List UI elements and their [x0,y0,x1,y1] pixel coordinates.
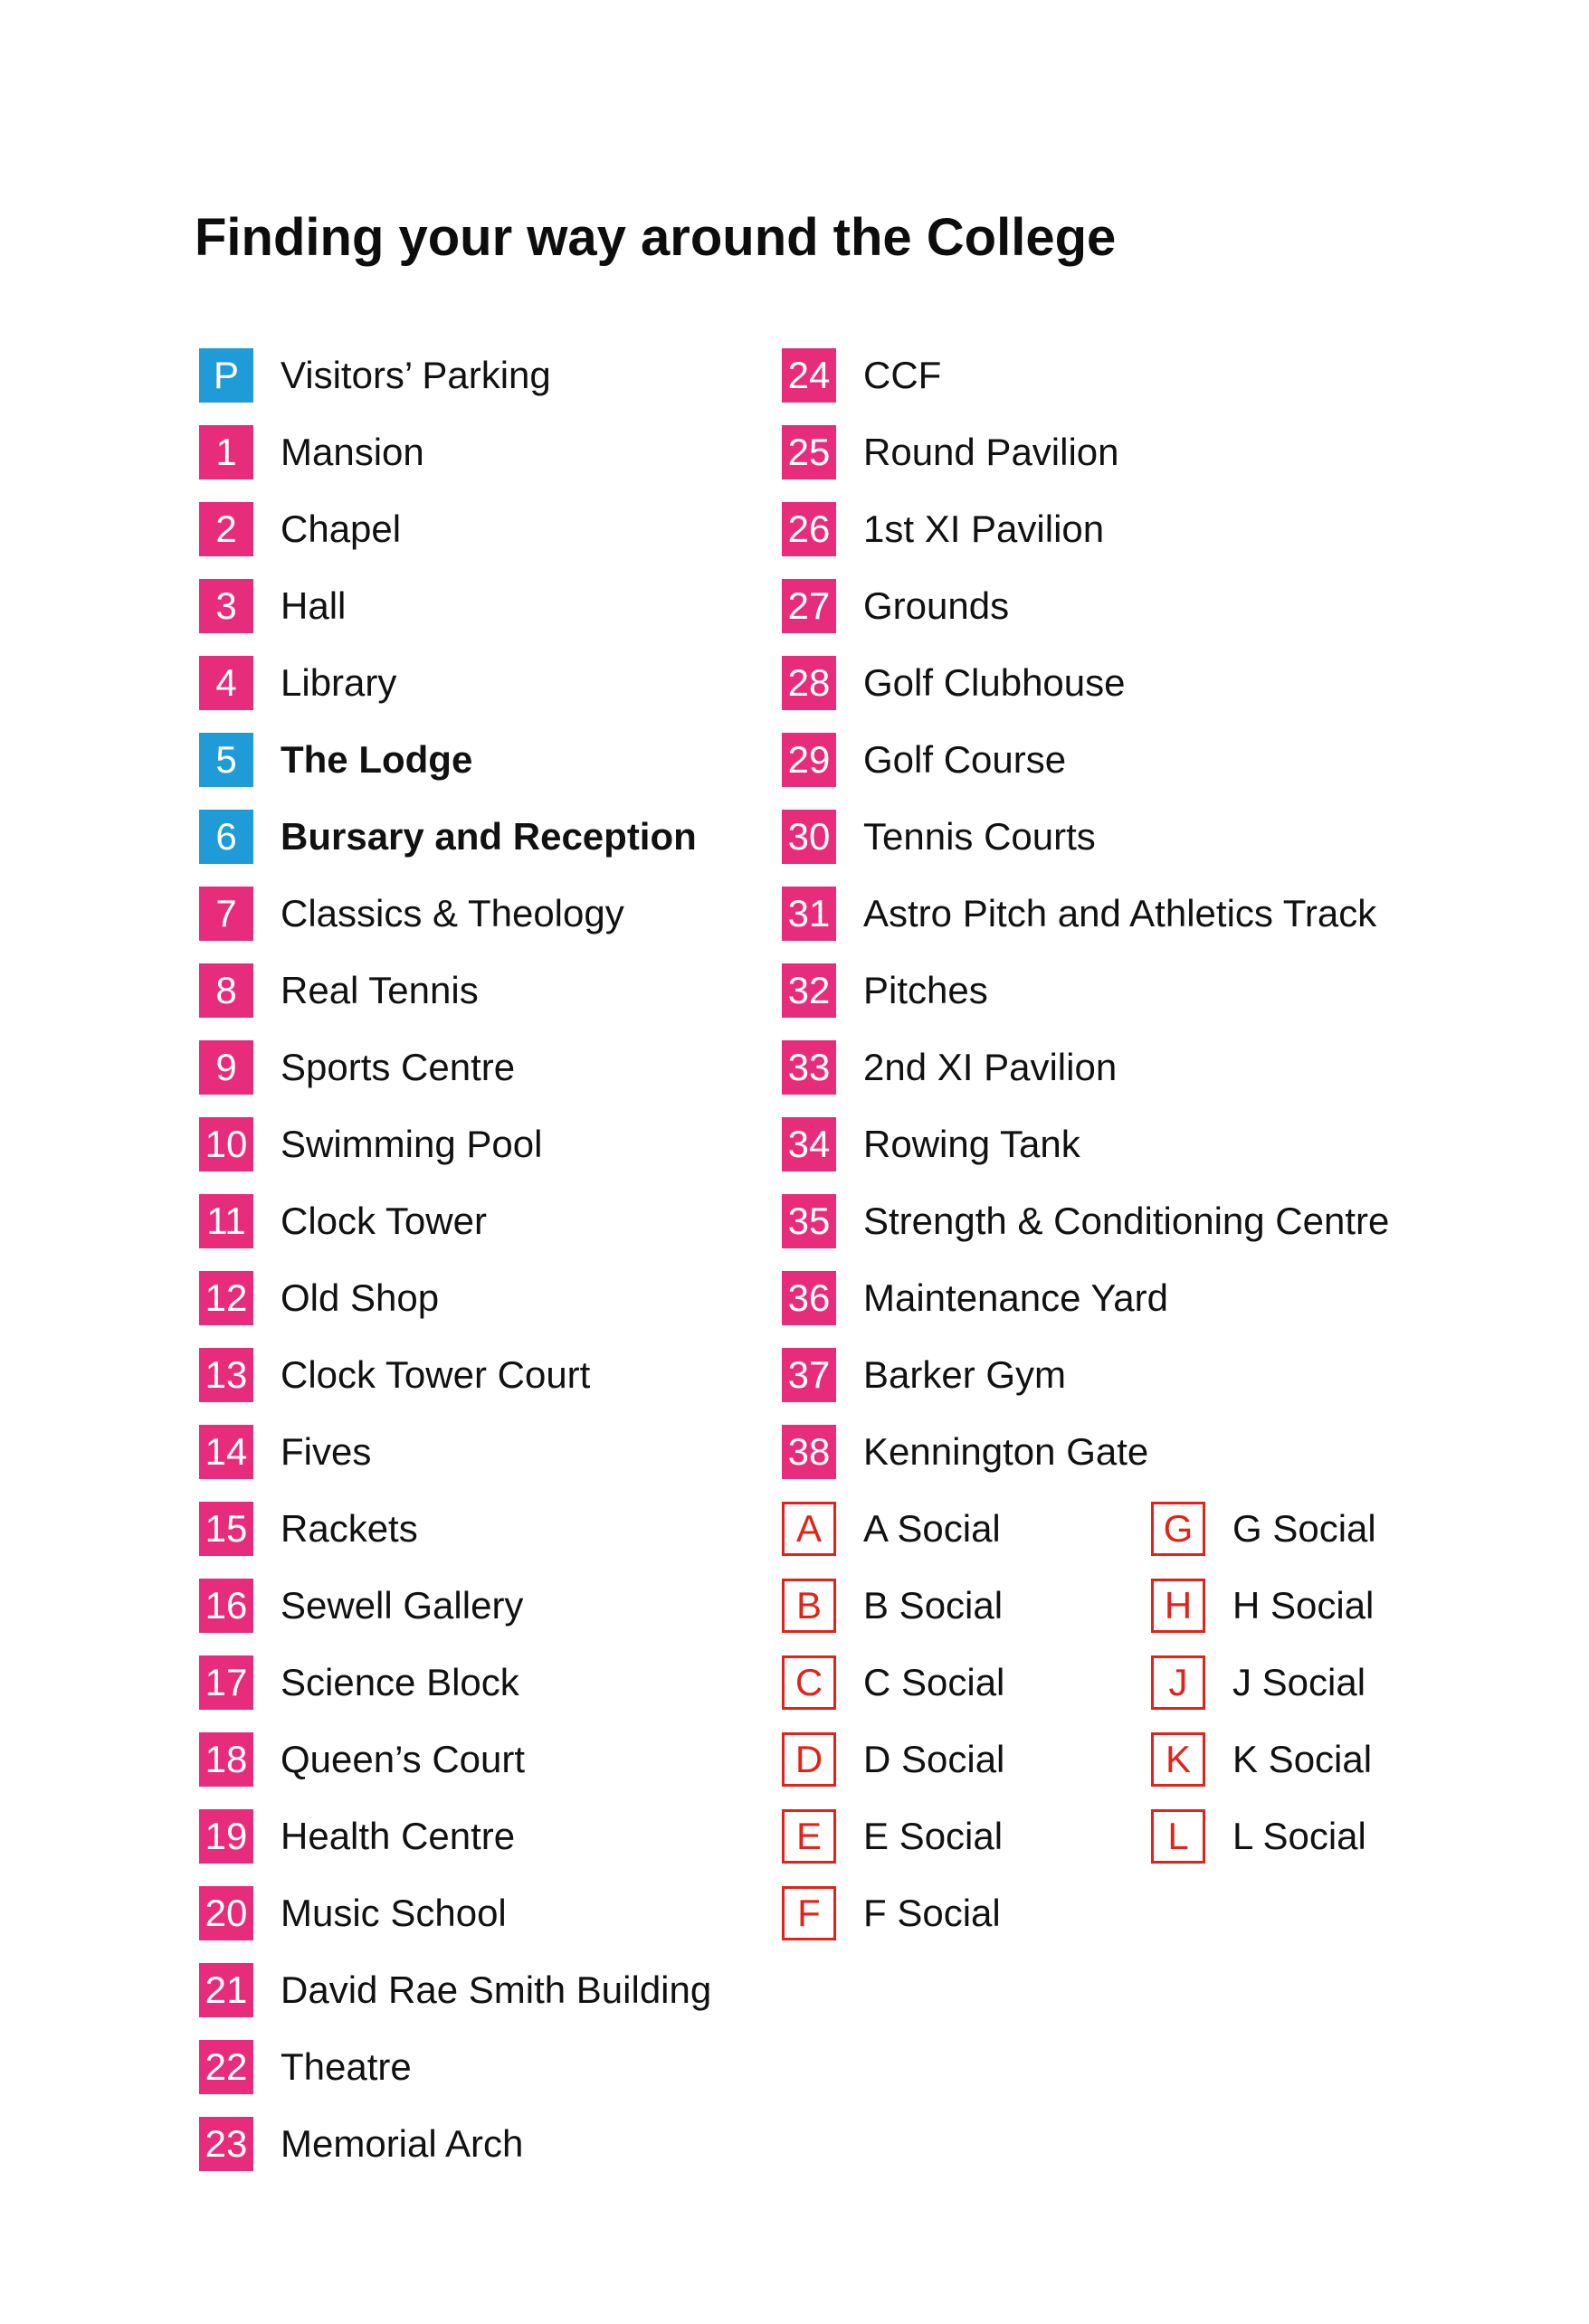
legend-marker: 14 [199,1425,253,1479]
legend-column-right [1151,1490,1376,1874]
legend-entry [782,490,1389,567]
legend-label: Library [281,660,397,704]
legend-label: Sports Centre [281,1045,516,1088]
legend-label: Round Pavilion [863,430,1119,473]
legend-label: The Lodge [281,737,473,781]
legend-marker: K [1151,1732,1205,1787]
legend-entry [199,1567,711,1644]
legend-label: Kennington Gate [863,1429,1149,1473]
legend-label: Clock Tower [281,1199,487,1242]
legend-entry [199,337,711,413]
legend-label: E Social [863,1814,1004,1857]
legend-marker: A [782,1502,836,1556]
legend-marker: 2 [199,502,253,556]
legend-marker: 28 [782,656,836,710]
legend-marker: 13 [199,1348,253,1402]
legend-entry [782,721,1389,798]
legend-entry [199,644,711,721]
legend-entry [199,1259,711,1336]
legend-marker: 5 [199,733,253,787]
legend-entry [782,1029,1389,1105]
legend-label: Bursary and Reception [281,814,697,858]
legend-label: Strength & Conditioning Centre [863,1199,1390,1242]
legend-entry [782,1259,1389,1336]
legend-label: Barker Gym [863,1352,1067,1396]
legend-label: Maintenance Yard [863,1276,1169,1319]
legend-entry [199,1951,711,2028]
legend-label: Old Shop [281,1276,440,1319]
legend-marker: 7 [199,887,253,941]
legend-label: Astro Pitch and Athletics Track [863,891,1377,934]
legend-marker: F [782,1886,836,1940]
legend-label: Chapel [281,507,402,550]
legend-label: 2nd XI Pavilion [863,1045,1118,1088]
legend-label: Memorial Arch [281,2121,524,2165]
legend-label: Golf Course [863,737,1067,781]
legend-marker: G [1151,1502,1205,1556]
legend-entry [199,413,711,490]
legend-marker: 16 [199,1579,253,1633]
legend-label: J Social [1232,1660,1366,1703]
legend-marker: 1 [199,425,253,479]
legend-entry [199,567,711,644]
legend-marker: 19 [199,1809,253,1864]
legend-marker: 25 [782,425,836,479]
legend-marker: 10 [199,1117,253,1171]
legend-entry [782,1874,1389,1951]
legend-marker: 26 [782,502,836,556]
legend-column-left [199,337,711,2182]
legend-marker: L [1151,1809,1205,1864]
legend-entry [1151,1490,1376,1567]
legend-entry [1151,1567,1376,1644]
legend-marker: 15 [199,1502,253,1556]
legend-entry [199,1182,711,1259]
legend-marker: H [1151,1579,1205,1633]
legend-entry [199,952,711,1029]
legend-marker: 3 [199,579,253,633]
legend-entry [782,1105,1389,1182]
legend-entry [199,798,711,875]
legend-marker: D [782,1732,836,1787]
legend-entry [782,1336,1389,1413]
legend-marker: 6 [199,810,253,864]
legend-label: Golf Clubhouse [863,660,1126,704]
legend-label: Clock Tower Court [281,1352,591,1396]
legend-marker: 12 [199,1271,253,1325]
legend-entry [199,1413,711,1490]
legend-entry [199,1721,711,1798]
legend-entry [782,1413,1389,1490]
legend-entry [199,1874,711,1951]
legend-marker: 31 [782,887,836,941]
legend-marker: 8 [199,963,253,1018]
legend-entry [199,490,711,567]
legend-label: 1st XI Pavilion [863,507,1105,550]
legend-marker: B [782,1579,836,1633]
legend-label: David Rae Smith Building [281,1968,712,2011]
legend-entry [199,875,711,952]
legend-label: Real Tennis [281,968,479,1011]
page-title: Finding your way around the College [195,208,1117,267]
legend-marker: 33 [782,1040,836,1095]
legend-marker: 11 [199,1194,253,1248]
legend-marker: P [199,348,253,403]
legend-label: G Social [1232,1506,1376,1550]
legend-label: D Social [863,1737,1005,1780]
legend-label: Fives [281,1429,372,1473]
legend-label: B Social [863,1583,1004,1627]
legend-entry [782,644,1389,721]
legend-label: Queen’s Court [281,1737,526,1780]
legend-label: Sewell Gallery [281,1583,524,1627]
legend-entry [1151,1644,1376,1721]
legend-label: Classics & Theology [281,891,624,934]
legend-label: Hall [281,583,347,627]
legend-marker: 38 [782,1425,836,1479]
legend-entry [199,1490,711,1567]
legend-marker: E [782,1809,836,1864]
legend-marker: J [1151,1655,1205,1710]
legend-label: Pitches [863,968,988,1011]
legend-entry [199,1029,711,1105]
legend-marker: 27 [782,579,836,633]
legend-label: Science Block [281,1660,519,1703]
legend-label: Health Centre [281,1814,516,1857]
legend-marker: 17 [199,1655,253,1710]
legend-entry [199,1644,711,1721]
legend-entry [782,1182,1389,1259]
legend-marker: 35 [782,1194,836,1248]
legend-marker: 36 [782,1271,836,1325]
legend-label: Rowing Tank [863,1122,1080,1165]
legend-entry [199,2105,711,2182]
legend-entry [199,1798,711,1874]
legend-marker: 18 [199,1732,253,1787]
legend-label: L Social [1232,1814,1366,1857]
legend-marker: 4 [199,656,253,710]
legend-entry [782,875,1389,952]
legend-marker: 22 [199,2040,253,2094]
legend-entry [199,2028,711,2105]
legend-label: K Social [1232,1737,1373,1780]
legend-entry [782,413,1389,490]
legend-entry [1151,1798,1376,1874]
legend-label: CCF [863,353,942,396]
legend-entry [1151,1721,1376,1798]
legend-label: A Social [863,1506,1001,1550]
legend-label: Grounds [863,583,1010,627]
legend-marker: 30 [782,810,836,864]
legend-marker: 24 [782,348,836,403]
legend-entry [199,721,711,798]
legend-marker: 23 [199,2117,253,2171]
legend-marker: 34 [782,1117,836,1171]
legend-label: Theatre [281,2044,412,2088]
legend-marker: 37 [782,1348,836,1402]
legend-label: Mansion [281,430,424,473]
legend-marker: C [782,1655,836,1710]
legend-entry [199,1336,711,1413]
legend-label: F Social [863,1891,1001,1934]
legend-marker: 20 [199,1886,253,1940]
legend-entry [782,952,1389,1029]
legend-entry [782,798,1389,875]
legend-label: H Social [1232,1583,1375,1627]
legend-label: Swimming Pool [281,1122,543,1165]
legend-label: Music School [281,1891,507,1934]
legend-label: Tennis Courts [863,814,1096,858]
legend-entry [199,1105,711,1182]
legend-marker: 29 [782,733,836,787]
legend-label: Rackets [281,1506,418,1550]
legend-label: C Social [863,1660,1005,1703]
legend-entry [782,337,1389,413]
legend-label: Visitors’ Parking [281,353,551,396]
legend-marker: 32 [782,963,836,1018]
legend-entry [782,567,1389,644]
legend-marker: 9 [199,1040,253,1095]
legend-marker: 21 [199,1963,253,2017]
